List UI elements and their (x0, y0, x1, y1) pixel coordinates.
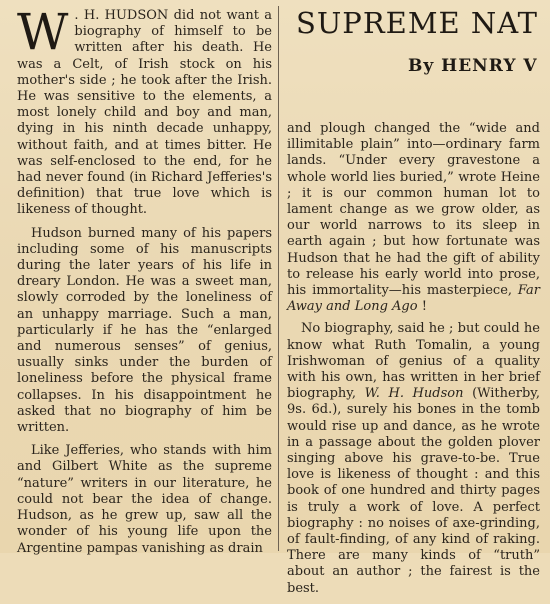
drop-cap: W (17, 3, 69, 61)
book-title-hudson: W. H. Hudson (364, 386, 464, 402)
paragraph-4 (287, 321, 540, 596)
paragraph-1-text: . H. HUDSON did not want a biography of himself to be written after his death. He was a Celt, of Irish stock on his mother's side ; he took after the Irish. He was sensitive to the elements, a most lonely child and boy and man, dying in his ninth decade unhappy, without faith, and at times bitter. He was self-enclosed to the end, for he had never found (in Richard Jefferies's definition) that true love which is likeness of thought. (17, 8, 272, 218)
book-title-far-away: Far Away and Long Ago (287, 283, 540, 315)
paragraph-1 (17, 3, 272, 219)
paragraph-continuation-end: ! (417, 299, 427, 315)
paragraph-continuation-text: and plough changed the “wide and illimitable plain” into—ordinary farm lands. “Under every gravestone a whole world lies buried,” wrote Heine ; it is our common human lot to lament change as we grow older, as our world narrows to its sleep in earth again ; but how fortunate was Hudson that he had the gift of ability to release his early world into prose, his immortality—his masterpiece, (287, 121, 540, 299)
column-divider (278, 6, 279, 551)
paragraph-4-text-b: (Witherby, 9s. 6d.), surely his bones in the tomb would rise up and dance, as he wrote in a passage about the golden plover singing above his grave-to-be. True love is likeness of thought : and this book of one hundred and thirty pages is truly a work of love. A perfect biography : no noises of axe-grinding, of fault-finding, of any kind of raking. There are many kinds of “truth” about an author ; the fairest is the best. (287, 386, 541, 596)
paragraph-2: Hudson burned many of his papers including some of his manuscripts during the later years of his life in dreary London. He was a sweet man, slowly corroded by the loneliness of an unhappy marriage. Such a man, particularly if he has the “enlarged and numerous senses” of genius, usually sinks under the burden of loneliness before the physical frame collapses. In his disappointment he asked that no biography of him be written. (17, 225, 272, 436)
right-column (287, 121, 540, 604)
paragraph-3: Like Jefferies, who stands with him and Gilbert White as the supreme “nature” writers in our literature, he could not bear the idea of change. Hudson, as he grew up, saw all the wonder of his young life upon the Argentine pampas vanishing as drain (17, 443, 272, 556)
paragraph-4-text-a: No biography, said he ; but could he know what Ruth Tomalin, a young Irishwoman of genius of a quality with his own, has written in her brief biography, (287, 321, 540, 402)
headline: SUPREME NAT (296, 6, 538, 40)
paragraph-continuation (287, 121, 540, 315)
byline: By HENRY V (408, 56, 538, 76)
left-column (17, 3, 272, 564)
